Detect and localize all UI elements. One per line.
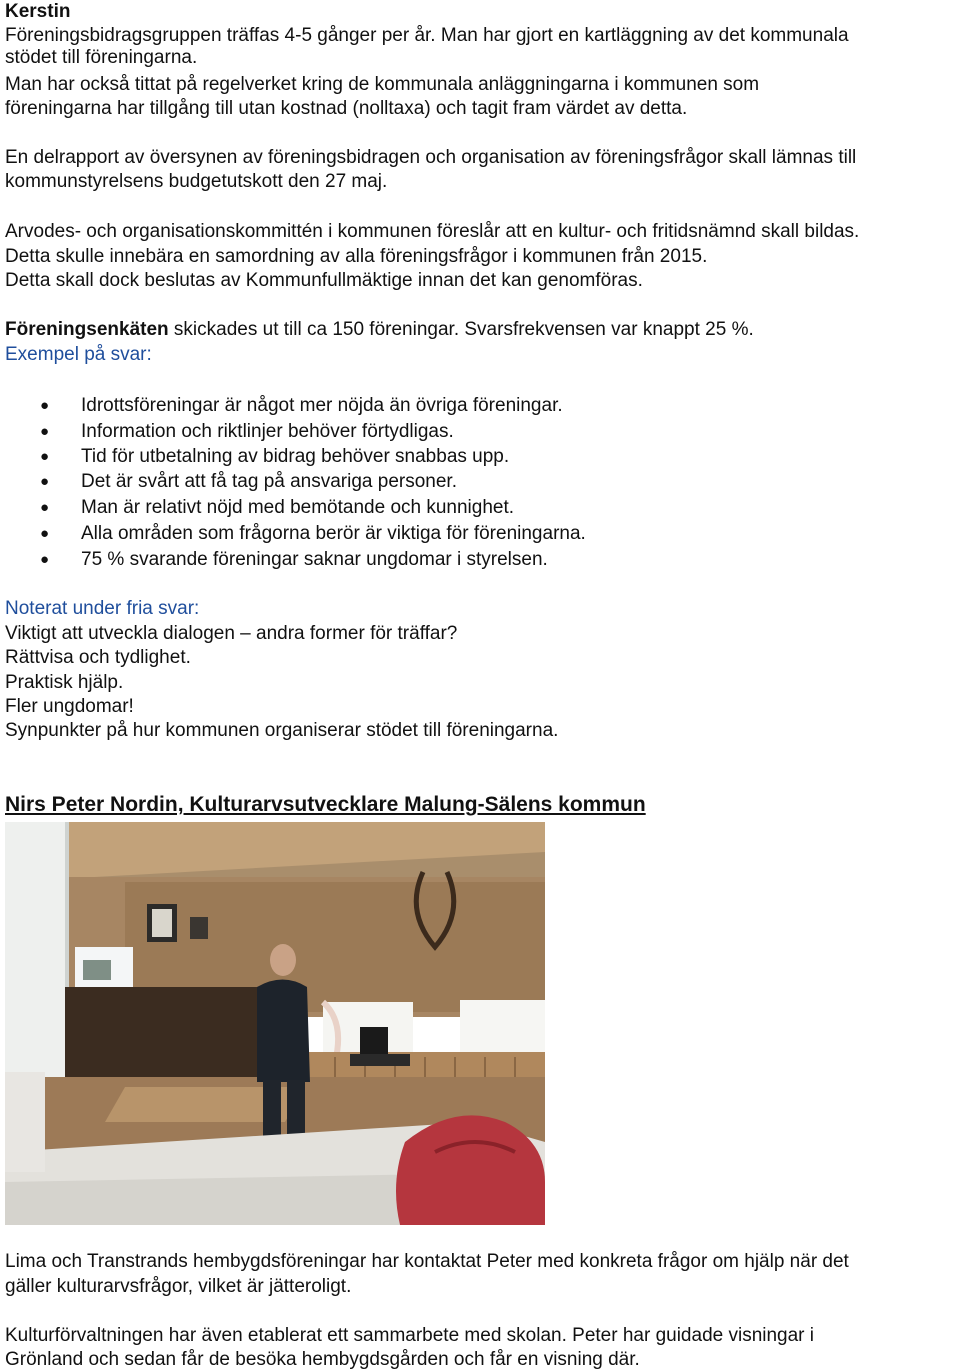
bullet-icon: ● bbox=[40, 473, 50, 490]
paragraph-line: föreningarna har tillgång till utan kostnad (nolltaxa) och tagit fram värdet av detta. bbox=[5, 98, 688, 119]
paragraph-line: Man har också tittat på regelverket kring de kommunala anläggningarna i kommunen som bbox=[5, 74, 760, 95]
bullet-icon: ● bbox=[40, 525, 50, 542]
paragraph-line: Kulturförvaltningen har även etablerat ett sammarbete med skolan. Peter har guidade visningar i bbox=[5, 1325, 815, 1346]
list-item: Man är relativt nöjd med bemötande och kunnighet. bbox=[81, 497, 515, 518]
list-item: Information och riktlinjer behöver förtydligas. bbox=[81, 421, 454, 442]
free-answer-line: Rättvisa och tydlighet. bbox=[5, 647, 191, 668]
list-item: Alla områden som frågorna berör är viktiga för föreningarna. bbox=[81, 523, 586, 544]
list-item: Idrottsföreningar är något mer nöjda än övriga föreningar. bbox=[81, 395, 563, 416]
paragraph-line: Detta skall dock beslutas av Kommunfullmäktige innan det kan genomföras. bbox=[5, 270, 643, 291]
free-answers-label: Noterat under fria svar: bbox=[5, 598, 200, 619]
paragraph-line: En delrapport av översynen av föreningsbidragen och organisation av föreningsfrågor skall lämnas till bbox=[5, 147, 857, 168]
section-heading: Nirs Peter Nordin, Kulturarvsutvecklare Malung-Sälens kommun bbox=[5, 793, 646, 816]
paragraph-line: kommunstyrelsens budgetutskott den 27 maj. bbox=[5, 171, 388, 192]
survey-title: Föreningsenkäten bbox=[5, 319, 169, 340]
bullet-icon: ● bbox=[40, 499, 50, 516]
free-answer-line: Viktigt att utveckla dialogen – andra former för träffar? bbox=[5, 623, 458, 644]
bullet-icon: ● bbox=[40, 448, 50, 465]
list-item: Tid för utbetalning av bidrag behöver snabbas upp. bbox=[81, 446, 510, 467]
paragraph-line: Arvodes- och organisationskommittén i kommunen föreslår att en kultur- och fritidsnämnd skall bildas. bbox=[5, 221, 860, 242]
paragraph-line: stödet till föreningarna. bbox=[5, 47, 198, 68]
meeting-photo bbox=[5, 822, 545, 1225]
bullet-icon: ● bbox=[40, 551, 50, 568]
free-answer-line: Fler ungdomar! bbox=[5, 696, 134, 717]
survey-text: skickades ut till ca 150 föreningar. Svarsfrekvensen var knappt 25 %. bbox=[168, 319, 754, 340]
bullet-icon: ● bbox=[40, 423, 50, 440]
paragraph-line: Lima och Transtrands hembygdsföreningar har kontaktat Peter med konkreta frågor om hjälp när det bbox=[5, 1251, 849, 1272]
list-item: Det är svårt att få tag på ansvariga personer. bbox=[81, 471, 457, 492]
survey-line bbox=[5, 318, 754, 342]
list-item: 75 % svarande föreningar saknar ungdomar i styrelsen. bbox=[81, 549, 548, 570]
free-answer-line: Synpunkter på hur kommunen organiserar stödet till föreningarna. bbox=[5, 720, 559, 741]
examples-label: Exempel på svar: bbox=[5, 344, 152, 365]
paragraph-line: Detta skulle innebära en samordning av alla föreningsfrågor i kommunen från 2015. bbox=[5, 246, 708, 267]
free-answer-line: Praktisk hjälp. bbox=[5, 672, 124, 693]
paragraph-line: Föreningsbidragsgruppen träffas 4-5 gånger per år. Man har gjort en kartläggning av det kommunala bbox=[5, 25, 849, 46]
bullet-icon: ● bbox=[40, 397, 50, 414]
paragraph-line: Grönland och sedan får de besöka hembygdsgården och får en visning där. bbox=[5, 1349, 640, 1370]
paragraph-line: gäller kulturarvsfrågor, vilket är jätteroligt. bbox=[5, 1276, 352, 1297]
kerstin-heading: Kerstin bbox=[5, 1, 71, 22]
